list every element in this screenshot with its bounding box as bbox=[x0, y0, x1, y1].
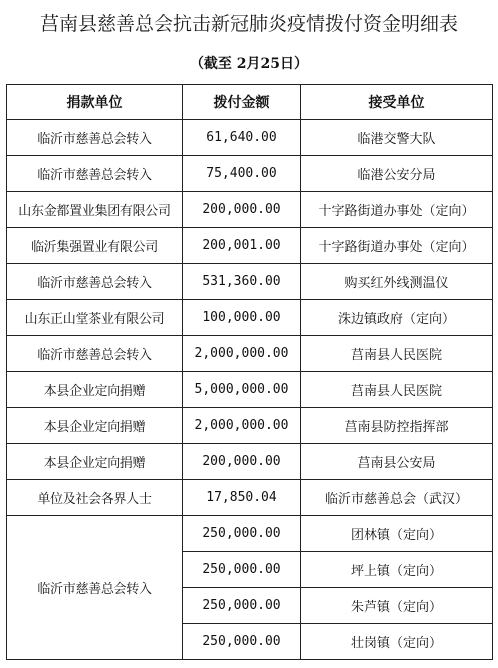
amount-cell: 531,360.00 bbox=[183, 264, 301, 300]
recipient-cell: 临沂市慈善总会（武汉） bbox=[301, 480, 493, 516]
amount-cell: 200,000.00 bbox=[183, 192, 301, 228]
recipient-cell: 壮岗镇（定向） bbox=[301, 624, 493, 660]
document-title: 莒南县慈善总会抗击新冠肺炎疫情拨付资金明细表 bbox=[39, 13, 458, 35]
recipient-cell: 十字路街道办事处（定向） bbox=[301, 192, 493, 228]
recipient-cell: 坪上镇（定向） bbox=[301, 552, 493, 588]
amount-cell: 200,001.00 bbox=[183, 228, 301, 264]
amount-cell: 200,000.00 bbox=[183, 444, 301, 480]
table-row bbox=[7, 228, 493, 264]
table-row bbox=[7, 300, 493, 336]
recipient-cell: 莒南县防控指挥部 bbox=[301, 408, 493, 444]
table-header-row bbox=[7, 85, 493, 120]
recipient-cell: 朱芦镇（定向） bbox=[301, 588, 493, 624]
donor-cell: 本县企业定向捐赠 bbox=[7, 372, 183, 408]
donor-cell: 临沂市慈善总会转入 bbox=[7, 120, 183, 156]
table-row bbox=[7, 336, 493, 372]
recipient-cell: 临港交警大队 bbox=[301, 120, 493, 156]
donor-cell: 单位及社会各界人士 bbox=[7, 480, 183, 516]
donor-cell: 临沂市慈善总会转入 bbox=[7, 264, 183, 300]
merged-donor-cell: 临沂市慈善总会转入 bbox=[7, 516, 183, 660]
header-recipient: 接受单位 bbox=[301, 85, 493, 120]
recipient-cell: 临港公安分局 bbox=[301, 156, 493, 192]
table-row bbox=[7, 516, 493, 552]
table-row bbox=[7, 264, 493, 300]
amount-cell: 100,000.00 bbox=[183, 300, 301, 336]
amount-cell: 250,000.00 bbox=[183, 516, 301, 552]
donor-cell: 山东金都置业集团有限公司 bbox=[7, 192, 183, 228]
recipient-cell: 十字路街道办事处（定向） bbox=[301, 228, 493, 264]
amount-cell: 250,000.00 bbox=[183, 588, 301, 624]
recipient-cell: 团林镇（定向） bbox=[301, 516, 493, 552]
donor-cell: 本县企业定向捐赠 bbox=[7, 408, 183, 444]
table-row bbox=[7, 120, 493, 156]
donor-cell: 临沂市慈善总会转入 bbox=[7, 336, 183, 372]
table-row bbox=[7, 372, 493, 408]
amount-cell: 75,400.00 bbox=[183, 156, 301, 192]
recipient-cell: 莒南县人民医院 bbox=[301, 336, 493, 372]
amount-cell: 61,640.00 bbox=[183, 120, 301, 156]
donor-cell: 本县企业定向捐赠 bbox=[7, 444, 183, 480]
table-row bbox=[7, 156, 493, 192]
donor-cell: 临沂集强置业有限公司 bbox=[7, 228, 183, 264]
donor-cell: 山东正山堂茶业有限公司 bbox=[7, 300, 183, 336]
table-row bbox=[7, 444, 493, 480]
table-row bbox=[7, 192, 493, 228]
amount-cell: 17,850.04 bbox=[183, 480, 301, 516]
amount-cell: 2,000,000.00 bbox=[183, 408, 301, 444]
amount-cell: 5,000,000.00 bbox=[183, 372, 301, 408]
recipient-cell: 莒南县人民医院 bbox=[301, 372, 493, 408]
header-amount: 拨付金额 bbox=[183, 85, 301, 120]
table-body bbox=[7, 120, 493, 660]
donor-cell: 临沂市慈善总会转入 bbox=[7, 156, 183, 192]
amount-cell: 250,000.00 bbox=[183, 552, 301, 588]
document-subtitle: （截至 2月25日） bbox=[189, 56, 309, 72]
table-row bbox=[7, 408, 493, 444]
table-row bbox=[7, 480, 493, 516]
funds-table bbox=[6, 84, 493, 660]
recipient-cell: 莒南县公安局 bbox=[301, 444, 493, 480]
recipient-cell: 洙边镇政府（定向） bbox=[301, 300, 493, 336]
amount-cell: 2,000,000.00 bbox=[183, 336, 301, 372]
header-donor: 捐款单位 bbox=[7, 85, 183, 120]
recipient-cell: 购买红外线测温仪 bbox=[301, 264, 493, 300]
amount-cell: 250,000.00 bbox=[183, 624, 301, 660]
